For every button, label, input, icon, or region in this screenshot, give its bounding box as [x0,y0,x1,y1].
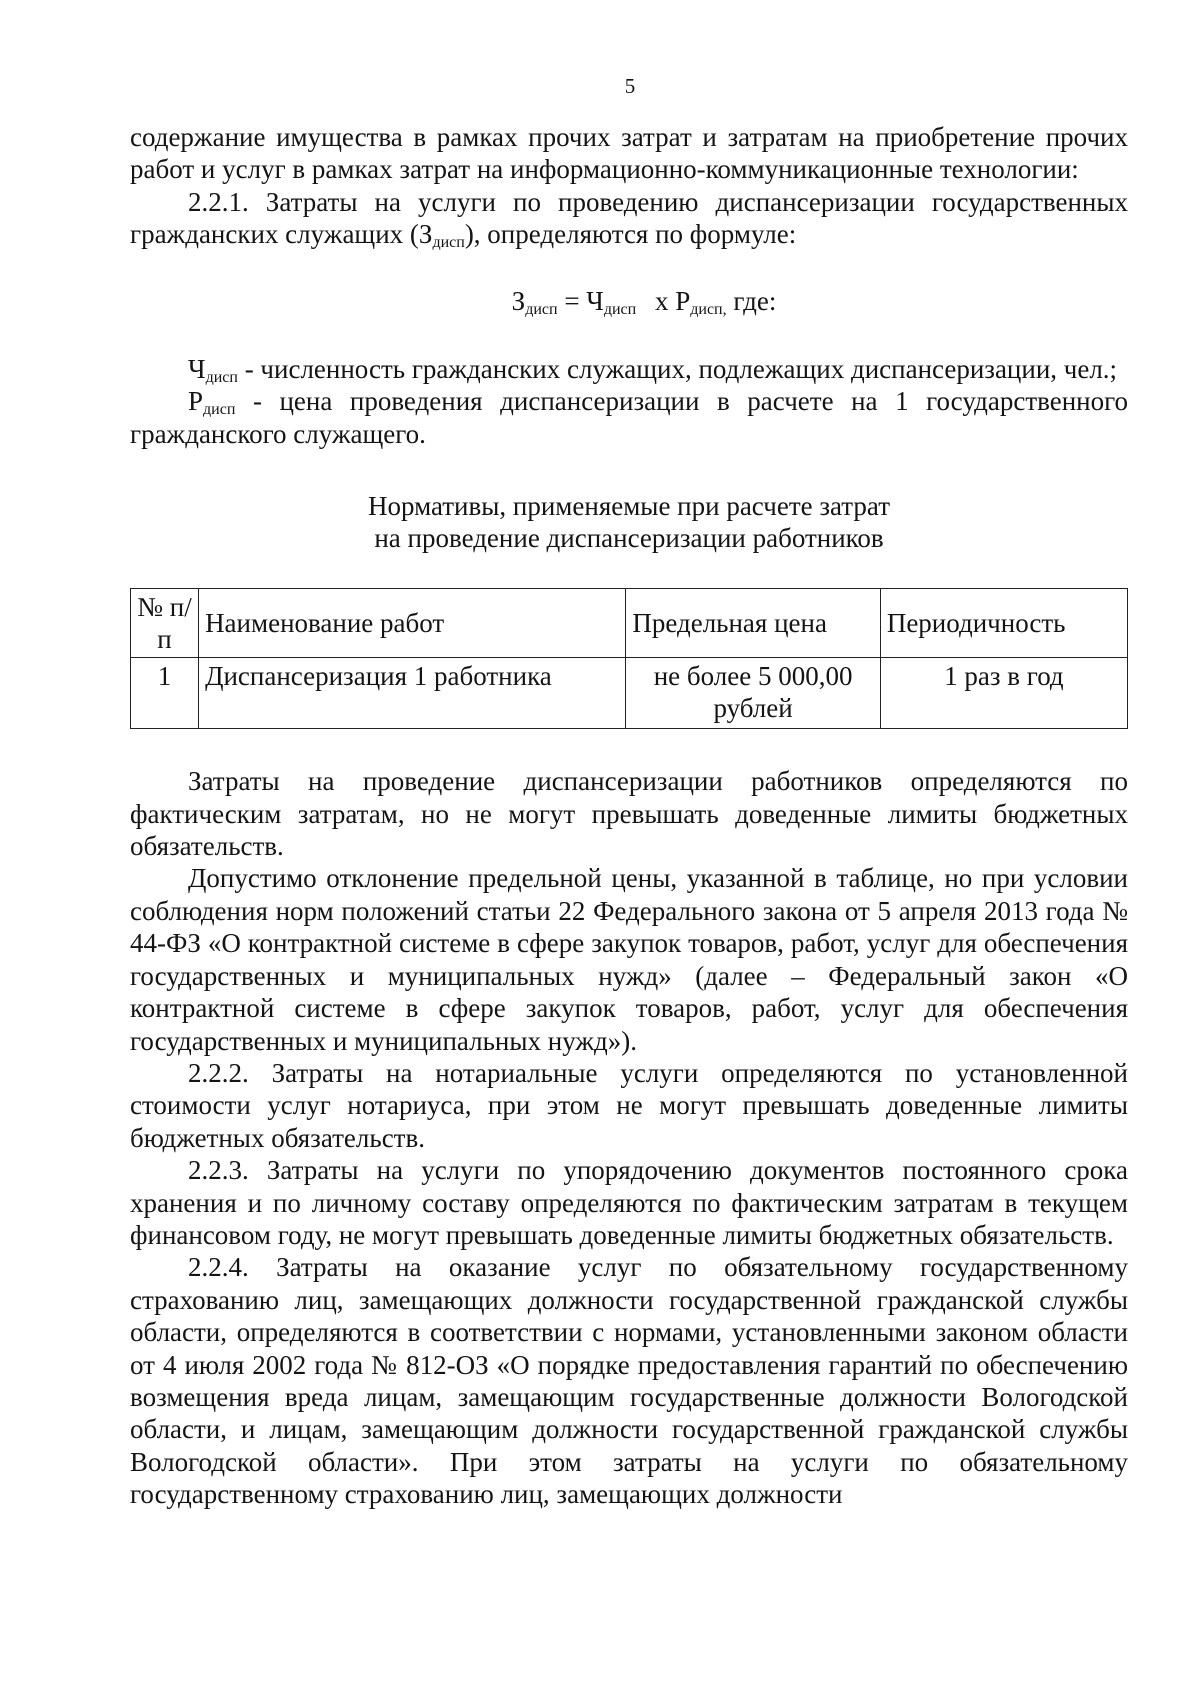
header-price: Предельная цена [626,589,880,658]
table-title-line-1: Нормативы, применяемые при расчете затрат [367,491,891,522]
formula [130,285,1128,317]
formula-eq: = Ч [557,285,604,316]
paragraph-2-2-1-tail: ), определяются по формуле: [464,219,797,250]
definition-r [130,385,1128,450]
table-title [130,490,1128,554]
cell-name: Диспансеризация 1 работника [199,658,626,729]
formula-r-sub: дисп, [690,300,727,318]
table-row [131,658,1128,729]
definition-r-symbol: Р [188,386,204,417]
paragraph-2-2-2: 2.2.2. Затраты на нотариальные услуги определяются по установленной стоимости услуг нотариуса, при этом не могут превышать доведенные лимиты бюджетных обязательств. [130,1057,1128,1153]
cell-number: 1 [131,658,199,729]
cell-price: не более 5 000,00 рублей [626,658,880,729]
cell-periodicity: 1 раз в год [880,658,1127,729]
formula-ch-sub: дисп [603,300,637,318]
header-periodicity: Периодичность [880,589,1127,658]
paragraph-after-table-1: Затраты на проведение диспансеризации работников определяются по фактическим затратам, но не могут превышать доведенные лимиты бюджетных обязательств. [130,766,1128,862]
definition-r-sub: дисп [203,401,236,419]
paragraph-after-table-2: Допустимо отклонение предельной цены, указанной в таблице, но при условии соблюдения норм положений статьи 22 Федерального закона от 5 апреля 2013 года № 44-ФЗ «О контрактной системе в сфере закупок товаров, работ, услуг для обеспечения государственных и муниципальных нужд» (далее – Федеральный закон «О контрактной системе в сфере закупок товаров, работ, услуг для обеспечения государственных и муниципальных нужд»). [130,863,1128,1056]
definition-ch [130,353,1128,385]
page-number: 5 [624,74,636,98]
paragraph-2-2-1 [130,186,1128,251]
definition-ch-symbol: Ч [188,354,206,385]
table-title-line-2: на проведение диспансеризации работников [374,523,884,554]
paragraph-2-2-1-text: 2.2.1. Затраты на услуги по проведению диспансеризации государственных гражданских служащих (З [130,186,1128,250]
paragraph-intro: содержание имущества в рамках прочих затрат и затратам на приобретение прочих работ и услуг в рамках затрат на информационно-коммуникационные технологии: [130,122,1128,185]
formula-lhs-sub: дисп [525,300,558,318]
subscript-disp: дисп [432,234,465,252]
definition-ch-sub: дисп [205,369,238,387]
header-name: Наименование работ [199,589,626,658]
definition-ch-text: - численность гражданских служащих, подлежащих диспансеризации, чел.; [237,354,1118,385]
formula-lhs: З [511,285,526,316]
formula-x: х Р [648,285,691,316]
document-body [130,121,1128,1511]
paragraph-2-2-3: 2.2.3. Затраты на услуги по упорядочению документов постоянного срока хранения и по личному составу определяются по фактическим затратам в текущем финансовом году, не могут превышать доведенные лимиты бюджетных обязательств. [130,1155,1128,1250]
header-number: № п/п [131,589,199,658]
norms-table [130,588,1128,729]
paragraph-2-2-4: 2.2.4. Затраты на оказание услуг по обязательному государственному страхованию лиц, замещающих должности государственной гражданской службы области, определяются в соответствии с нормами, установленными законом области от 4 июля 2002 года № 812-ОЗ «О порядке предоставления гарантий по обеспечению возмещения вреда лицам, замещающим государственные должности Вологодской области, и лицам, замещающим должности государственной гражданской службы Вологодской области». При этом затраты на услуги по обязательному государственному страхованию лиц, замещающих должности [130,1252,1128,1510]
table-header-row [131,589,1128,658]
definition-r-text: - цена проведения диспансеризации в расчете на 1 государственного гражданского служащего. [130,386,1128,449]
formula-tail: где: [726,285,777,316]
